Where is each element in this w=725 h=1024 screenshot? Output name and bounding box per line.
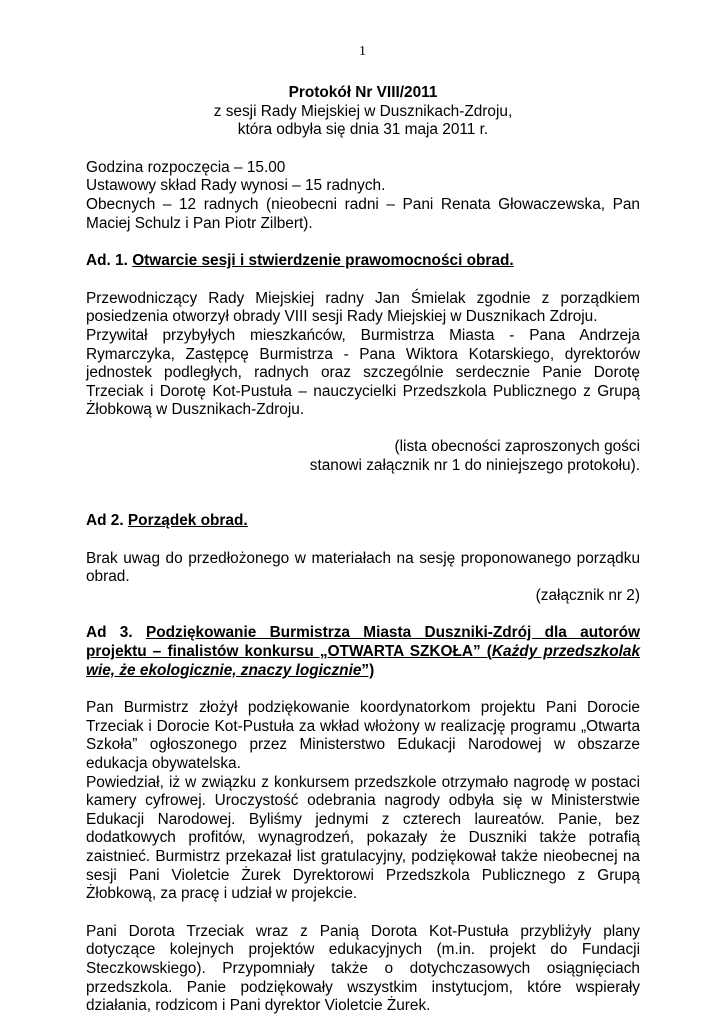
ad3-heading — [86, 624, 640, 680]
ad1-heading — [86, 252, 640, 271]
ad2-prefix: Ad 2. — [86, 512, 124, 530]
ad2-heading — [86, 512, 640, 531]
ad3-title-italic: Każdy przedszkolak wie, że ekologicznie, znaczy logicznie — [86, 643, 640, 679]
ad3-paragraph-2: Powiedział, iż w związku z konkursem przedszkole otrzymało nagrodę w postaci kamery cyfrowej. Uroczystość odebrania nagrody odbyła się w Ministerstwie Edukacji Narodowej. Byliśmy jednymi z czterech laureatów. Panie, bez dodatkowych profitów, wynagrodzeń, pokazały że Duszniki także potrafią zaistnieć. Burmistrz przekazał list gratulacyjny, podziękował także nieobecnej na sesji Pani Violetcie Żurek Dyrektorowi Przedszkola Publicznego z Grupą Żłobkową, za pracę i udział w projekcie. — [86, 773, 640, 903]
attendance: Obecnych – 12 radnych (nieobecni radni – Pani Renata Głowaczewska, Pan Maciej Schulz i Pan Piotr Zilbert). — [86, 195, 640, 232]
start-time: Godzina rozpoczęcia – 15.00 — [86, 158, 286, 176]
ad3-title-end: ”) — [361, 661, 375, 679]
ad1-paragraph-1: Przewodniczący Rady Miejskiej radny Jan Śmielak zgodnie z porządkiem posiedzenia otworzył obrady VIII sesji Rady Miejskiej w Dusznikach Zdroju. — [86, 289, 640, 326]
page-number: 1 — [359, 44, 366, 59]
ad1-title: Otwarcie sesji i stwierdzenie prawomocności obrad. — [132, 252, 514, 270]
ad3-paragraph-1: Pan Burmistrz złożył podziękowanie koordynatorkom projektu Pani Dorocie Trzeciak i Dorocie Kot-Pustuła za wkład włożony w realizację programu „Otwarta Szkoła” ogłoszonego przez Ministerstwo Edukacji Narodowej w obszarze edukacja obywatelska. — [86, 699, 640, 773]
protocol-title: Protokół Nr VIII/2011 — [288, 84, 438, 101]
protocol-subtitle-line2: która odbyła się dnia 31 maja 2011 r. — [237, 121, 489, 139]
ad2-paragraph-1: Brak uwag do przedłożonego w materiałach na sesję proponowanego porządku obrad. — [86, 549, 640, 586]
ad3-title-main: Podziękowanie Burmistrza Miasta Duszniki-Zdrój dla autorów projektu – finalistów konkursu „OTWARTA SZKOŁA” ( — [86, 624, 640, 661]
ad3-prefix: Ad 3. — [86, 624, 133, 642]
ad1-prefix: Ad. 1. — [86, 252, 128, 270]
ad2-title: Porządek obrad. — [127, 512, 248, 530]
ad1-note-line2: stanowi załącznik nr 1 do niniejszego protokołu). — [309, 456, 640, 474]
statutory-composition: Ustawowy skład Rady wynosi – 15 radnych. — [86, 177, 386, 195]
ad1-note-line1: (lista obecności zaproszonych gości — [394, 437, 640, 455]
document-content — [86, 84, 640, 1016]
ad2-note: (załącznik nr 2) — [535, 586, 640, 604]
protocol-subtitle-line1: z sesji Rady Miejskiej w Dusznikach-Zdroju, — [213, 102, 513, 120]
ad3-paragraph-3: Pani Dorota Trzeciak wraz z Panią Dorota Kot-Pustuła przybliżyły plany dotyczące kolejnych projektów edukacyjnych (m.in. projekt do Fundacji Steczkowskiego). Przypomniały także o dotychczasowych osiągnięciach przedszkola. Panie podziękowały wszystkim instytucjom, które wspierały działania, rodzicom i Pani dyrektor Violetcie Żurek. — [86, 922, 640, 1015]
ad1-paragraph-2: Przywitał przybyłych mieszkańców, Burmistrza Miasta - Pana Andrzeja Rymarczyka, Zastępcę Burmistrza - Pana Wiktora Kotarskiego, dyrektorów jednostek podległych, radnych oraz szczególnie serdecznie Panie Dorotę Trzeciak i Dorotę Kot-Pustuła – nauczycielki Przedszkola Publicznego z Grupą Żłobkową w Dusznikach-Zdroju. — [86, 326, 640, 419]
